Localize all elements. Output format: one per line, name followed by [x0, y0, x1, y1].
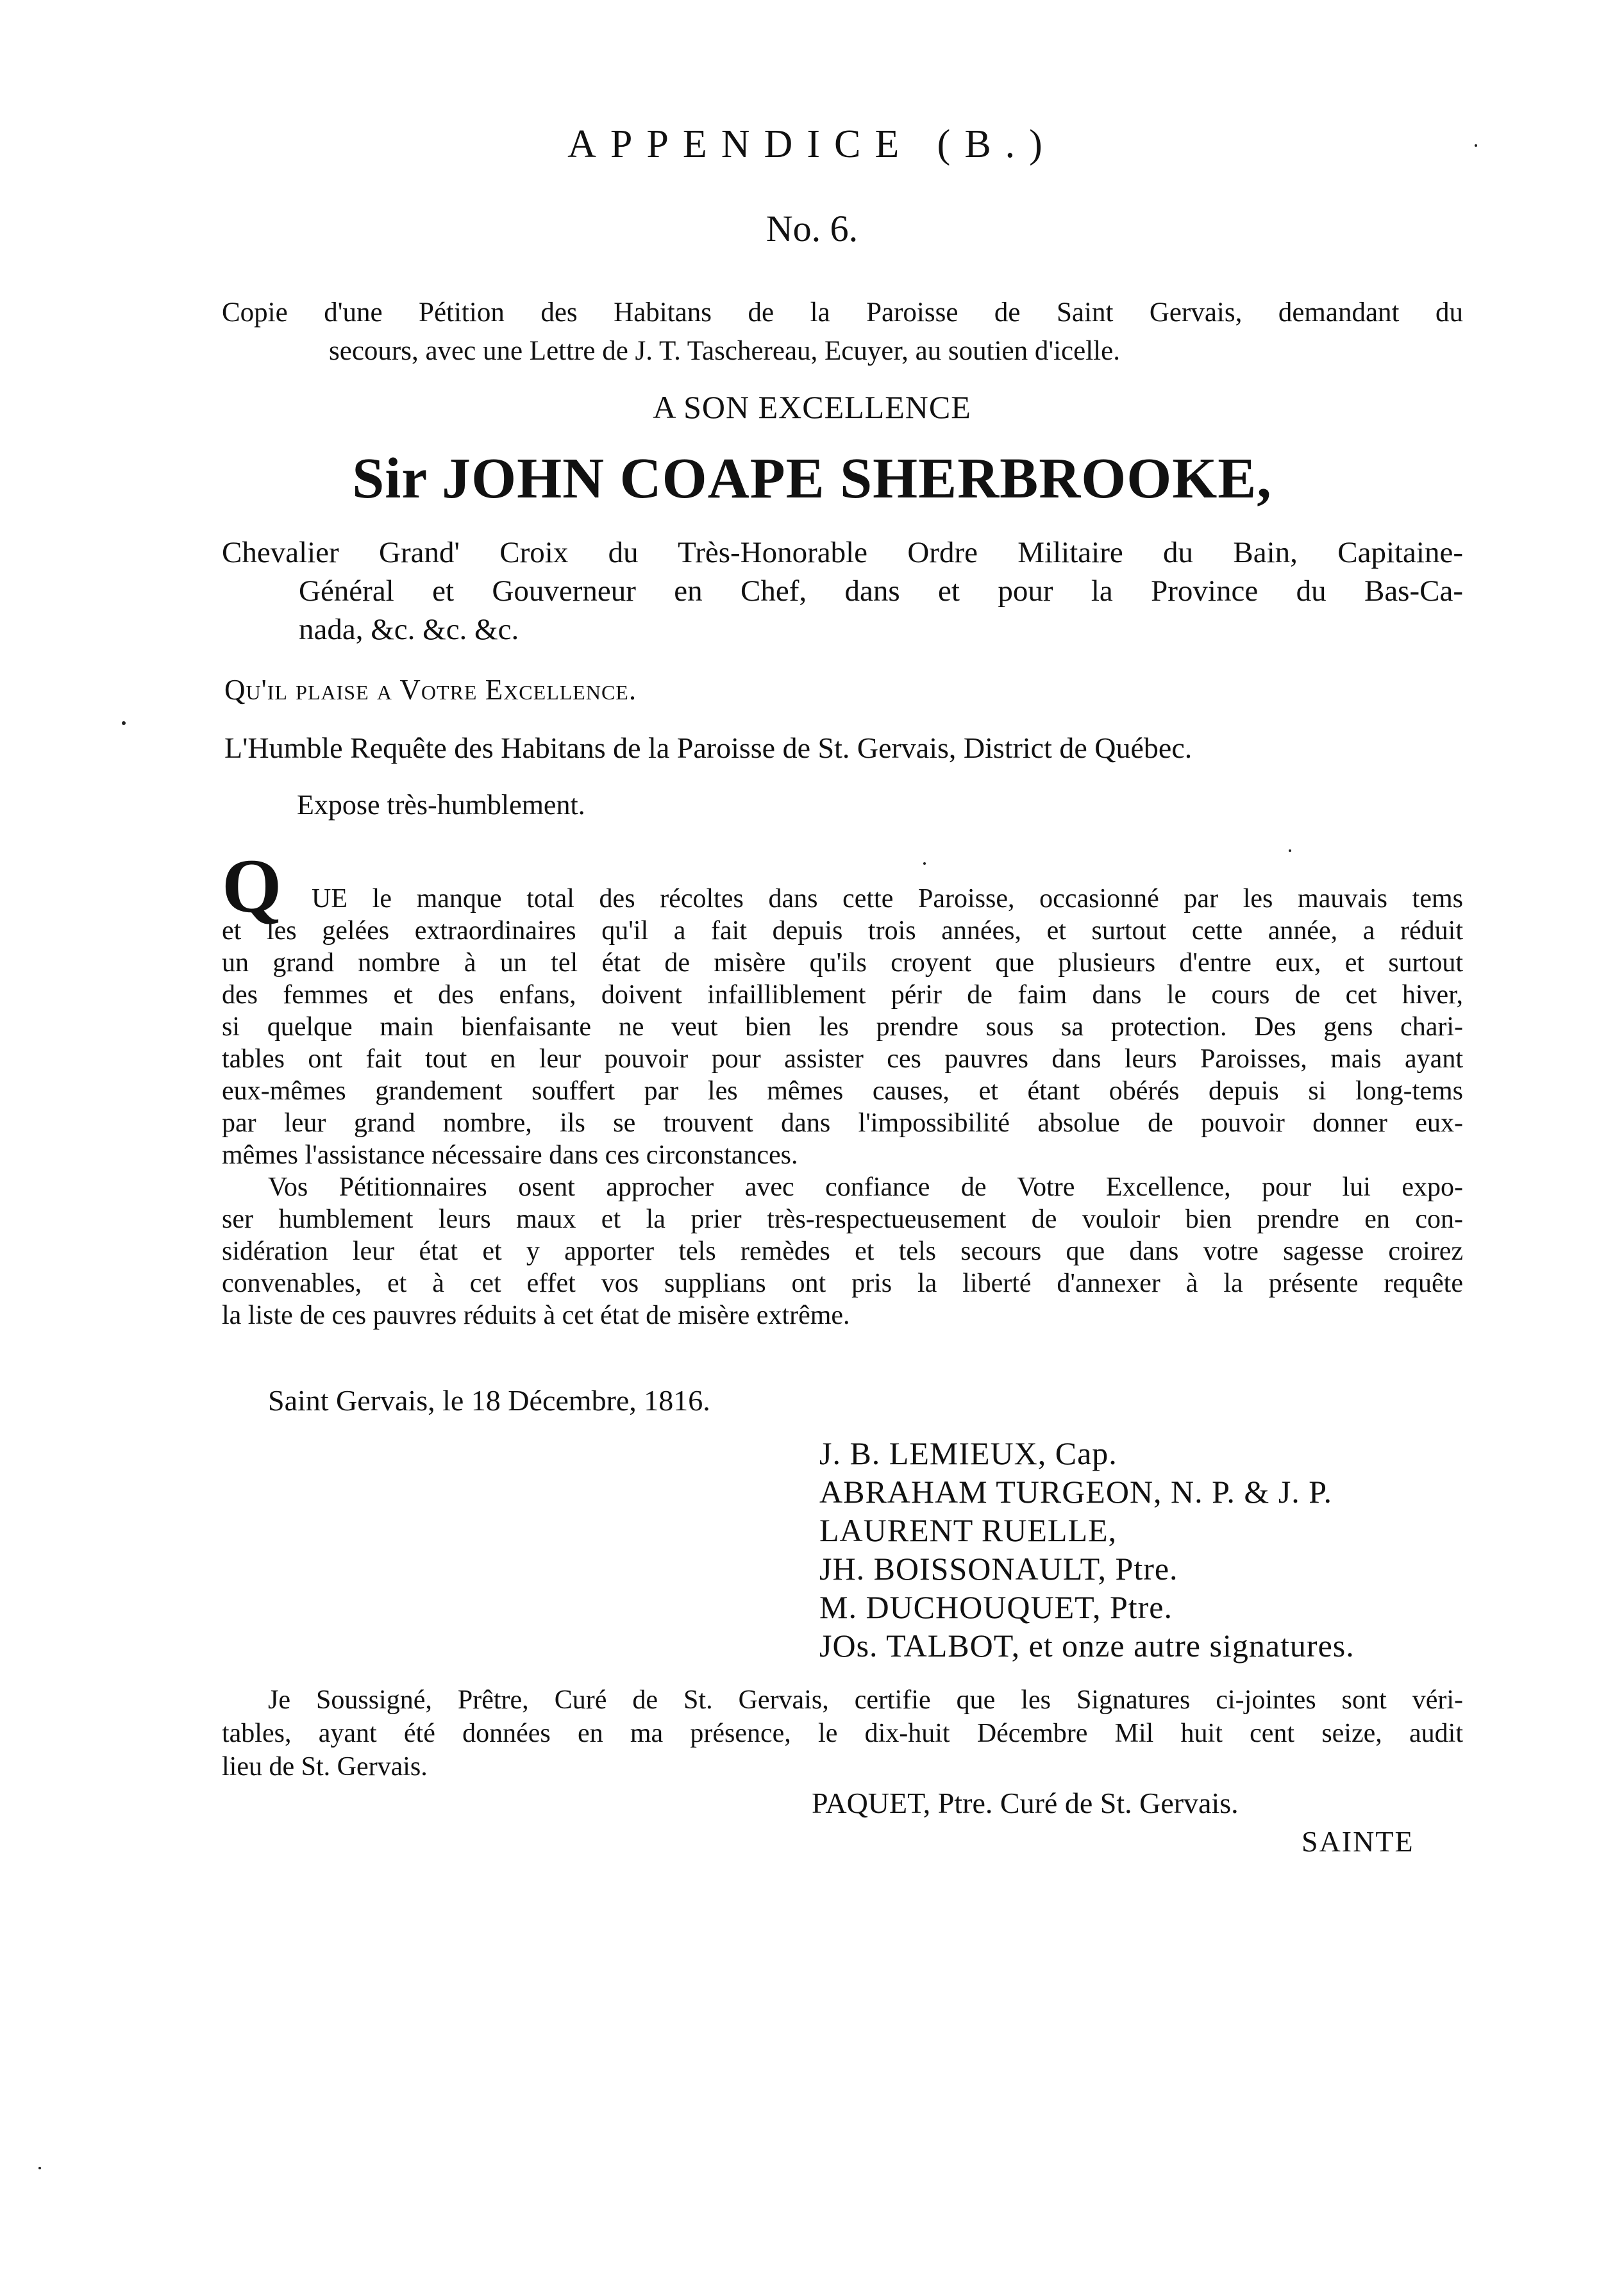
addressee-title-line-3: nada, &c. &c. &c. — [299, 613, 519, 646]
catchword: SAINTE — [1302, 1825, 1414, 1858]
petition-p1-line: UE le manque total des récoltes dans cette Paroisse, occasionné par les mauvais tems — [312, 884, 1463, 914]
print-speck — [38, 2167, 41, 2169]
petition-p1-line: mêmes l'assistance nécessaire dans ces circonstances. — [222, 1140, 798, 1170]
addressee-title-line-1: Chevalier Grand' Croix du Très-Honorable Ordre Militaire du Bain, Capitaine- — [222, 536, 1463, 569]
print-speck — [1289, 849, 1291, 852]
petition-p1-line: des femmes et des enfans, doivent infailliblement périr de faim dans le cours de cet hiver, — [222, 980, 1463, 1010]
addressee-title-line-2: Général et Gouverneur en Chef, dans et pour la Province du Bas-Ca- — [299, 574, 1463, 608]
certification-line: tables, ayant été données en ma présence, le dix-huit Décembre Mil huit cent seize, audit — [222, 1719, 1463, 1748]
certification-signer: PAQUET, Ptre. Curé de St. Gervais. — [812, 1787, 1239, 1819]
petition-p1-line: et les gelées extraordinaires qu'il a fait depuis trois années, et surtout cette année, a réduit — [222, 916, 1463, 946]
print-speck — [122, 721, 126, 725]
signature: JH. BOISSONAULT, Ptre. — [819, 1551, 1178, 1587]
requete-line: L'Humble Requête des Habitans de la Paroisse de St. Gervais, District de Québec. — [224, 731, 1193, 764]
print-speck — [1475, 144, 1477, 147]
signature: J. B. LEMIEUX, Cap. — [819, 1435, 1118, 1471]
petition-p2-line: ser humblement leurs maux et la prier très-respectueusement de vouloir bien prendre en con- — [222, 1205, 1463, 1234]
petition-p1-line: si quelque main bienfaisante ne veut bien les prendre sous sa protection. Des gens chari- — [222, 1012, 1463, 1042]
salutation: Qu'il plaise a Votre Excellence. — [224, 674, 637, 706]
certification-line: Je Soussigné, Prêtre, Curé de St. Gervais, certifie que les Signatures ci-jointes sont véri- — [268, 1685, 1463, 1715]
drop-cap: Q — [222, 843, 282, 928]
expose-line: Expose très-humblement. — [297, 789, 585, 821]
petition-p1-line: un grand nombre à un tel état de misère qu'ils croyent que plusieurs d'entre eux, et surtout — [222, 948, 1463, 978]
petition-p2-line: convenables, et à cet effet vos supplians ont pris la liberté d'annexer à la présente requête — [222, 1269, 1463, 1298]
petition-p2-line: la liste de ces pauvres réduits à cet état de misère extrême. — [222, 1301, 850, 1330]
petition-p1-line: par leur grand nombre, ils se trouvent dans l'impossibilité absolue de pouvoir donner eux- — [222, 1108, 1463, 1138]
intro-line-1: Copie d'une Pétition des Habitans de la Paroisse de Saint Gervais, demandant du — [222, 297, 1463, 328]
petition-date: Saint Gervais, le 18 Décembre, 1816. — [268, 1384, 710, 1417]
signature: JOs. TALBOT, et onze autre signatures. — [819, 1628, 1355, 1664]
certification-line: lieu de St. Gervais. — [222, 1752, 428, 1782]
signature: ABRAHAM TURGEON, N. P. & J. P. — [819, 1474, 1333, 1510]
intro-line-2: secours, avec une Lettre de J. T. Taschereau, Ecuyer, au soutien d'icelle. — [329, 336, 1120, 366]
signature: M. DUCHOUQUET, Ptre. — [819, 1589, 1173, 1625]
petition-p1-line: tables ont fait tout en leur pouvoir pour assister ces pauvres dans leurs Paroisses, mais ayant — [222, 1044, 1463, 1074]
signature: LAURENT RUELLE, — [819, 1512, 1118, 1548]
petition-p1-line: eux-mêmes grandement souffert par les mêmes causes, et étant obérés depuis si long-tems — [222, 1076, 1463, 1106]
petition-p2-line: sidération leur état et y apporter tels remèdes et tels secours que dans votre sagesse croirez — [222, 1237, 1463, 1266]
petition-p2-line: Vos Pétitionnaires osent approcher avec confiance de Votre Excellence, pour lui expo- — [268, 1173, 1463, 1202]
print-speck — [923, 862, 926, 865]
document-number: No. 6. — [766, 208, 858, 249]
appendix-heading: APPENDICE (B.) — [567, 122, 1057, 166]
address-to: A SON EXCELLENCE — [653, 389, 971, 425]
addressee-name: Sir JOHN COAPE SHERBROOKE, — [352, 447, 1272, 510]
